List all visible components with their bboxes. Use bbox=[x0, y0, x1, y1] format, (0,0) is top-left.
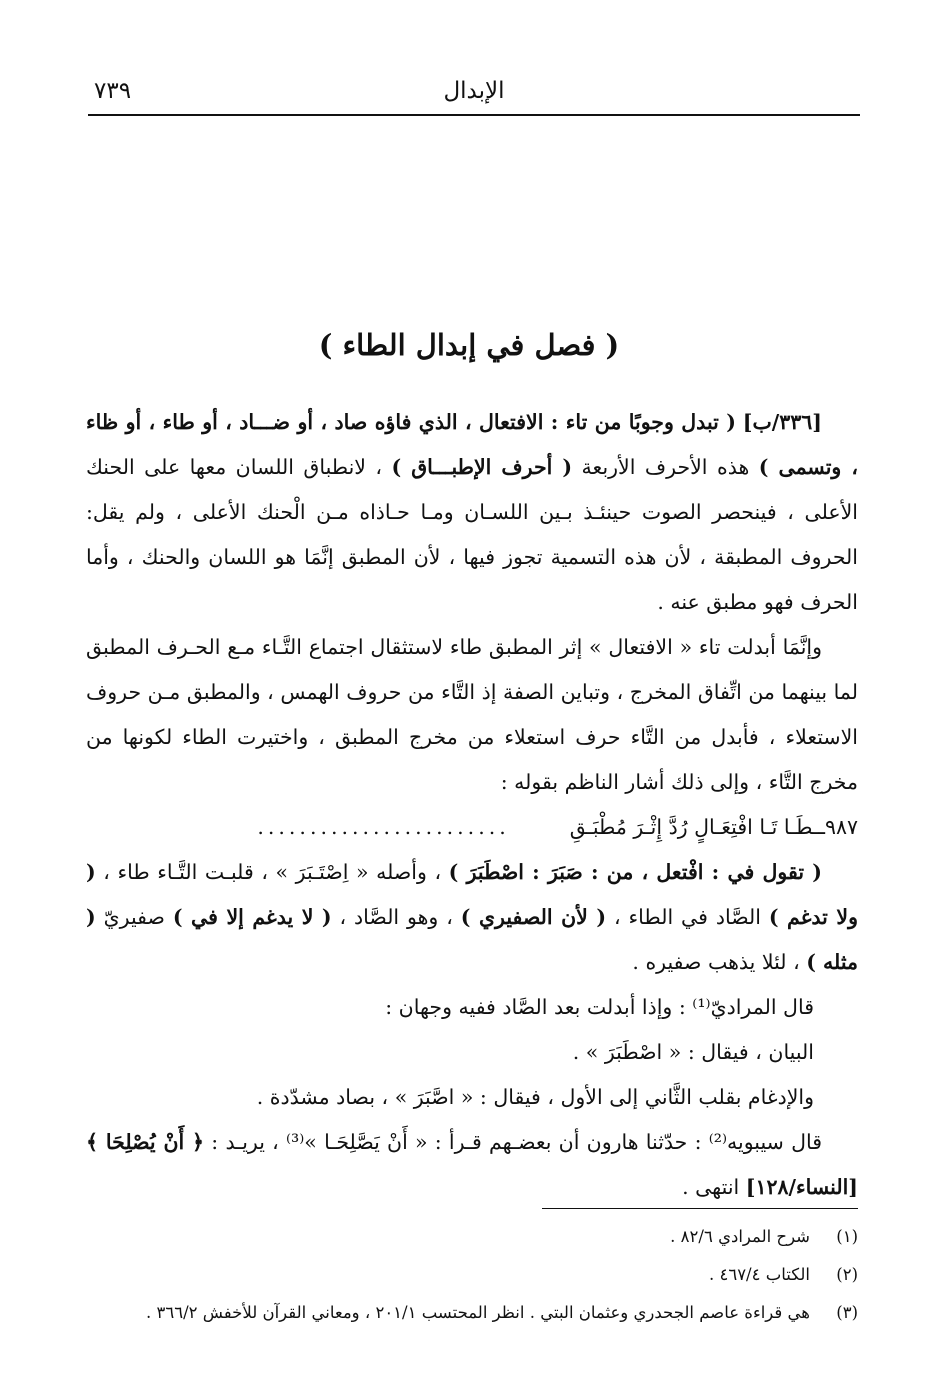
matn-text: ( تبدل وجوبًا من تاء : الافتعال ، الذي فاؤه صاد ، أو ضـــاد ، أو طاء ، أو ظاء ، وتسمى ) bbox=[86, 410, 859, 479]
footnote-number: (١) bbox=[836, 1227, 858, 1246]
commentary-text: صفيريّ bbox=[95, 905, 173, 929]
footnote-text: الكتاب ٤٦٧/٤ . bbox=[708, 1265, 810, 1284]
footnote bbox=[86, 1218, 858, 1256]
matn-text: ( ولا تدغم ) bbox=[86, 860, 858, 929]
paragraph-3 bbox=[86, 850, 858, 985]
main-text bbox=[86, 400, 858, 1210]
commentary-text: الصَّاد في الطاء ، bbox=[606, 905, 769, 929]
page-number: ٧٣٩ bbox=[94, 78, 132, 104]
matn-text: ( مثله ) bbox=[86, 905, 858, 974]
commentary-text: ، لئلا يذهب صفيره . bbox=[632, 950, 807, 974]
matn-text: ( لا يدغم إلا في ) bbox=[172, 905, 332, 929]
commentary-text: قال سيبويه⁽²⁾ : حدّثنا هارون أن بعضـهم قـرأ : « أَنْ يَصَّلِحَـا »⁽³⁾ ، يريـد : bbox=[204, 1130, 823, 1154]
footnote bbox=[86, 1256, 858, 1294]
footnote-text: شرح المرادي ٨٢/٦ . bbox=[670, 1227, 810, 1246]
quran-reference: [النساء/١٢٨] bbox=[745, 1175, 858, 1199]
footnote-rule bbox=[542, 1208, 858, 1209]
footnotes bbox=[86, 1218, 858, 1332]
paragraph-7 bbox=[86, 1120, 858, 1210]
paragraph-4: قال المراديّ⁽¹⁾ : وإذا أبدلت بعد الصَّاد ففيه وجهان : bbox=[385, 995, 814, 1019]
paragraph-5: البيان ، فيقال : « اصْطَبَرَ » . bbox=[572, 1040, 814, 1064]
commentary-text: هذه الأحرف الأربعة bbox=[572, 455, 759, 479]
verse-ellipsis: ........................ bbox=[257, 815, 510, 839]
commentary-text: ، لانطباق اللسان معها على الحنك الأعلى ، فينحصر الصوت حينئـذ بـين اللسـان ومـا حـاذاه مـن الْحنك الأعلى ، ولم يقل: الحروف المطبقة ، لأن هذه التسمية تجوز فيها ، لأن المطبق إنَّمَا هو اللسان والحنك ، وأما الحرف فهو مطبق عنه . bbox=[86, 455, 858, 614]
footnote-number: (٣) bbox=[836, 1303, 858, 1322]
footnote-number: (٢) bbox=[836, 1265, 858, 1284]
footnote-text: هي قراءة عاصم الجحدري وعثمان البتي . انظر المحتسب ٢٠١/١ ، ومعاني القرآن للأخفش ٣٦٦/٢ . bbox=[146, 1303, 810, 1322]
folio-reference: [٣٣٦/ب] bbox=[742, 410, 822, 434]
commentary-text: ، وهو الصَّاد ، bbox=[331, 905, 461, 929]
matn-text: ( أحرف الإطبـــاق ) bbox=[391, 455, 573, 479]
section-heading: ( فصل في إبدال الطاء ) bbox=[318, 328, 620, 362]
footnote bbox=[86, 1294, 858, 1332]
quran-quote: ﴿ أَنْ يُصْلِحَا ﴾ bbox=[86, 1130, 205, 1154]
header-rule bbox=[88, 114, 860, 116]
paragraph-2: وإنَّمَا أبدلت تاء « الافتعال » إثر المطبق طاء لاستثقال اجتماع التَّـاء مـع الحـرف المطبق لما بينهما من اتِّفاق المخرج ، وتباين الصفة إذ التَّاء من حروف الهمس ، والمطبق مـن حروف الاستعلاء ، فأبدل من التَّاء حرف استعلاء من مخرج المطبق ، واختيرت الطاء لكونها من مخرج التَّاء ، وإلى ذلك أشار الناظم بقوله : bbox=[86, 635, 858, 794]
commentary-text: انتهى . bbox=[682, 1175, 746, 1199]
matn-text: ( لأن الصفيري ) bbox=[460, 905, 607, 929]
running-title: الإبدال bbox=[443, 78, 505, 104]
matn-text: ( تقول في : افْتعل ، من : صَبَرَ : اصْطَبَرَ ) bbox=[448, 860, 822, 884]
paragraph-6: والإدغام بقلب الثَّاني إلى الأول ، فيقال : « اصَّبَرَ » ، بصاد مشدّدة . bbox=[256, 1085, 814, 1109]
verse-number: ٩٨٧ــ bbox=[812, 815, 858, 839]
paragraph-1 bbox=[86, 400, 858, 625]
verse-line bbox=[86, 805, 858, 850]
verse-text: ٩٨٧ــطَـا تَـا افْتِعَـالٍ رُدَّ إِثْـرَ مُطْبَـقِ bbox=[569, 815, 858, 839]
commentary-text: ، وأصله « اِصْتَـبَرَ » ، قلبـت التَّـاء طاء ، bbox=[95, 860, 449, 884]
page-header bbox=[88, 74, 860, 114]
